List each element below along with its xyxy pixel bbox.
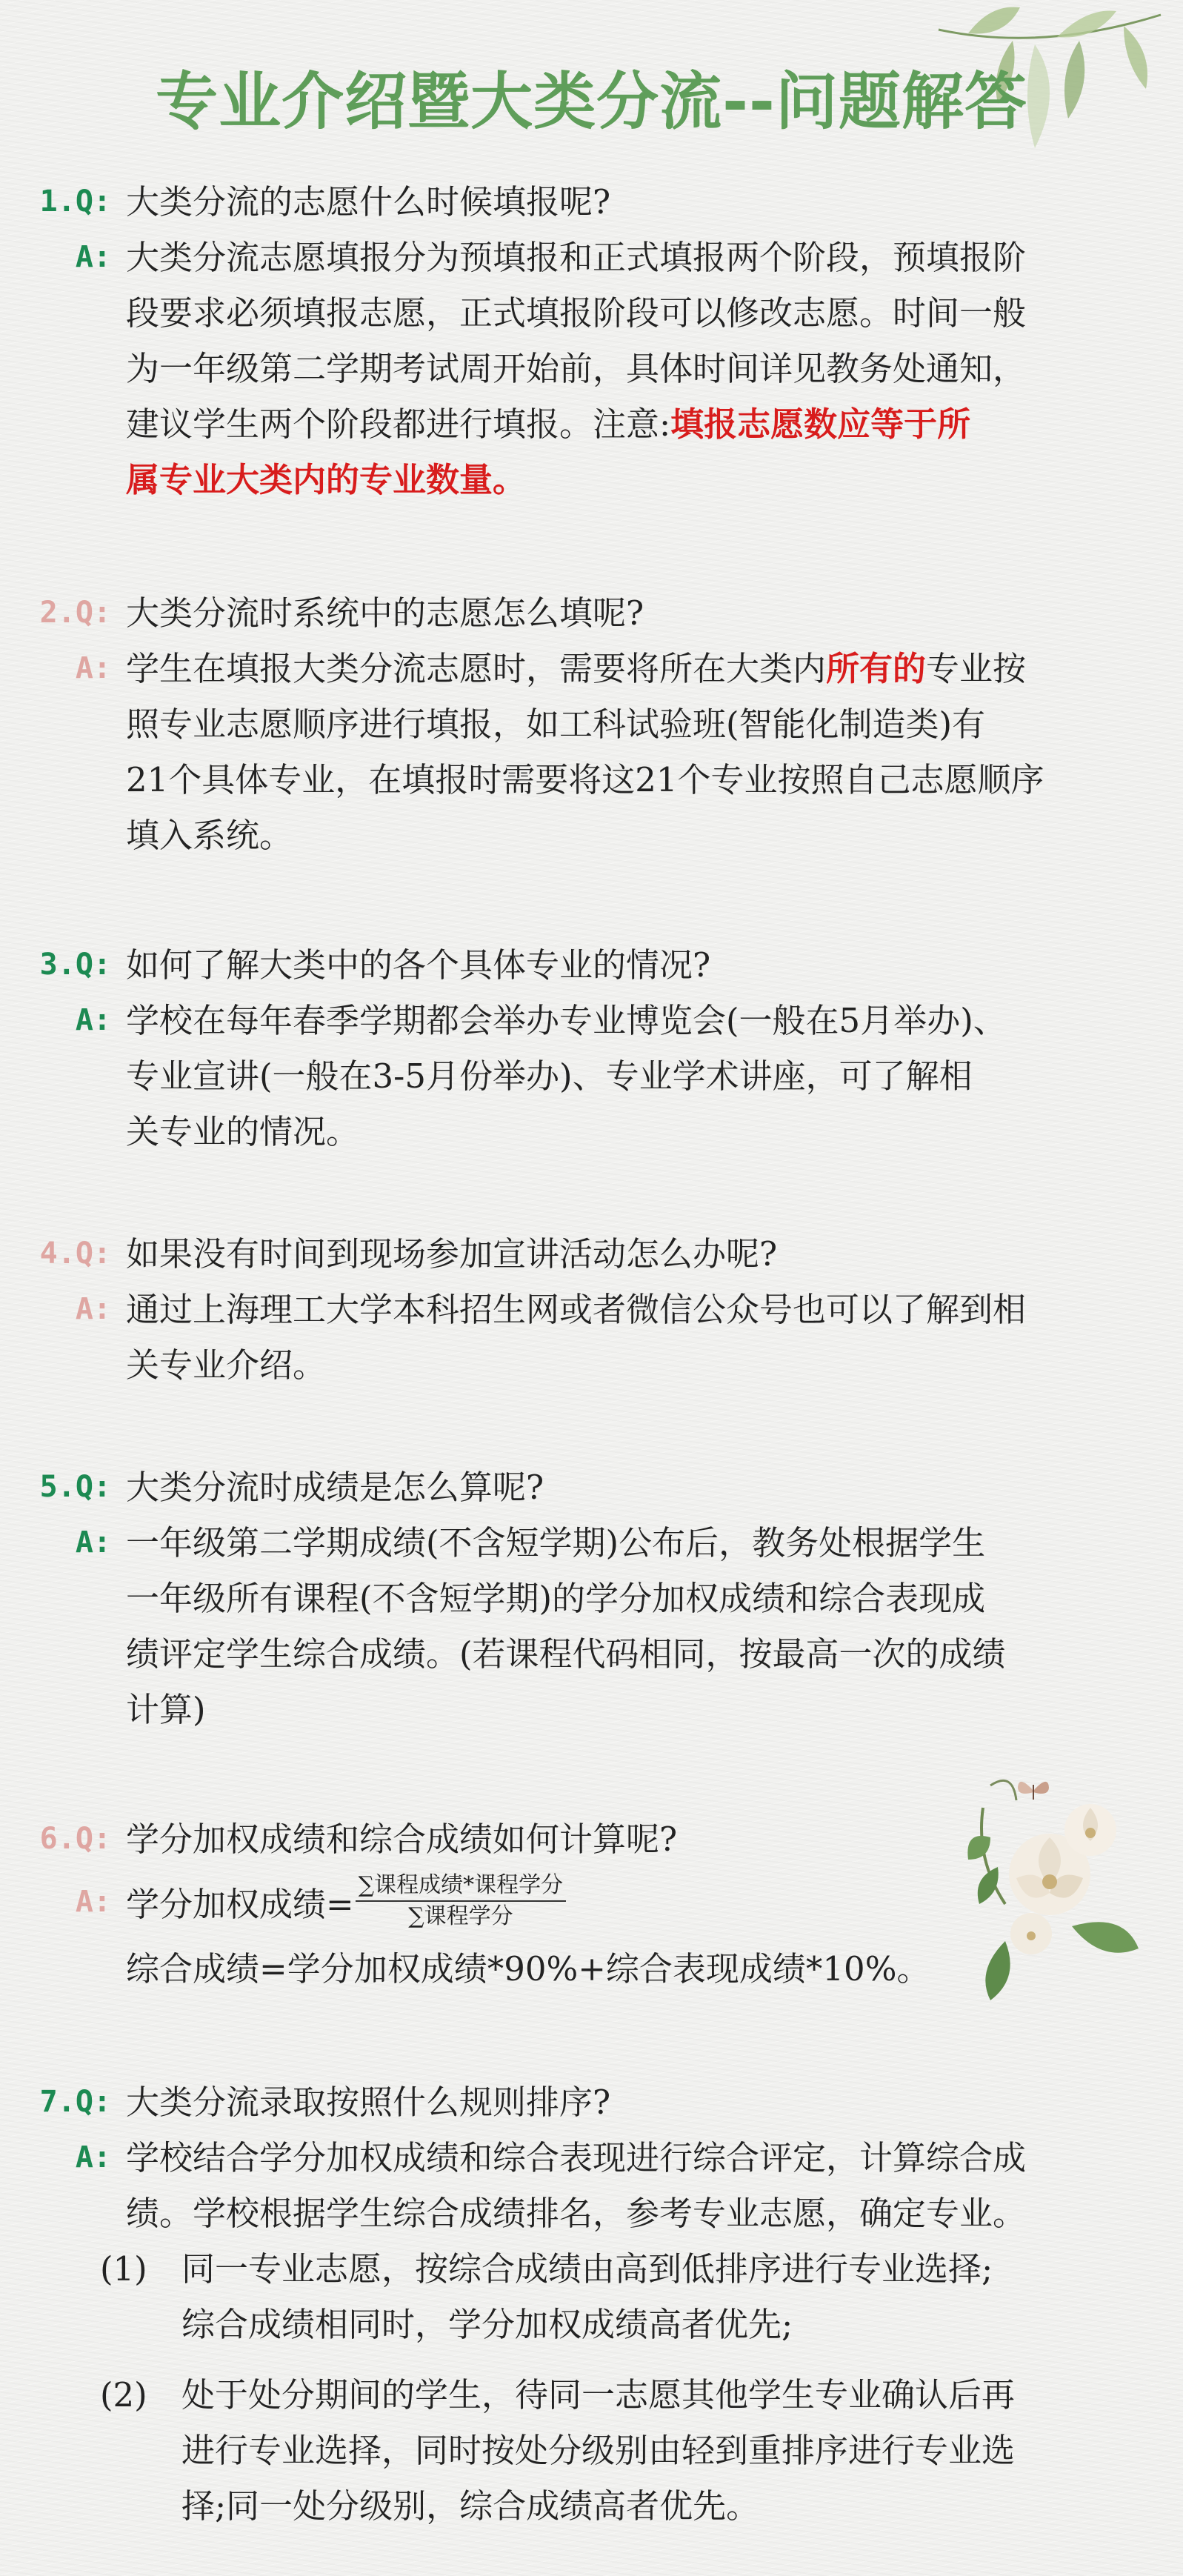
question-text: 如何了解大类中的各个具体专业的情况? <box>126 945 711 985</box>
answer-highlight: 属专业大类内的专业数量。 <box>126 460 527 499</box>
answer-line: 专业宣讲(一般在3-5月份举办)、专业学术讲座，可了解相 <box>126 1056 973 1096</box>
question-label: 1.Q: <box>39 184 111 219</box>
answer-line: 计算) <box>126 1690 206 1729</box>
answer-line: 填入系统。 <box>126 816 293 855</box>
butterfly-icon <box>1015 1774 1052 1808</box>
answer-highlight: 所有的 <box>826 649 927 688</box>
formula-numerator: ∑课程成绩*课程学分 <box>356 1871 566 1902</box>
answer-text <box>126 230 1148 507</box>
composite-score-formula: 综合成绩=学分加权成绩*90%+综合表现成绩*10%。 <box>126 1949 930 1988</box>
answer-line: 为一年级第二学期考试周开始前，具体时间详见教务处通知， <box>126 349 1027 388</box>
answer-line: 绩评定学生综合成绩。(若课程代码相同，按最高一次的成绩 <box>126 1634 1006 1674</box>
answer-label: A: <box>75 1885 111 1919</box>
question-label: 7.Q: <box>39 2085 111 2119</box>
question-text: 大类分流时成绩是怎么算呢? <box>126 1468 544 1507</box>
answer-line: 21个具体专业，在填报时需要将这21个专业按照自己志愿顺序 <box>126 760 1044 799</box>
answer-label: A: <box>75 1525 111 1560</box>
answer-label: A: <box>75 1003 111 1037</box>
answer-line: 通过上海理工大学本科招生网或者微信公众号也可以了解到相 <box>126 1290 1027 1329</box>
answer-line-plain: 建议学生两个阶段都进行填报。注意: <box>126 405 671 444</box>
rule-label: (1) <box>100 2249 147 2289</box>
question-label: 5.Q: <box>39 1470 111 1504</box>
answer-line <box>126 396 1148 452</box>
answer-text <box>126 993 1148 1159</box>
question-label: 6.Q: <box>39 1822 111 1856</box>
answer-line: 关专业的情况。 <box>126 1112 360 1151</box>
answer-label: A: <box>75 2140 111 2174</box>
formula-denominator: ∑课程学分 <box>408 1903 513 1929</box>
page-title: 专业介绍暨大类分流--问题解答 <box>156 65 1027 138</box>
answer-label: A: <box>75 240 111 274</box>
question-text: 大类分流录取按照什么规则排序? <box>126 2083 611 2122</box>
answer-line: 大类分流志愿填报分为预填报和正式填报两个阶段，预填报阶 <box>126 238 1027 277</box>
answer-line <box>126 641 1148 696</box>
answer-line: 绩。学校根据学生综合成绩排名，参考专业志愿，确定专业。 <box>126 2194 1027 2233</box>
answer-line: 一年级所有课程(不含短学期)的学分加权成绩和综合表现成 <box>126 1579 986 1618</box>
question-text: 如果没有时间到现场参加宣讲活动怎么办呢? <box>126 1234 778 1274</box>
answer-line-plain: 学生在填报大类分流志愿时，需要将所在大类内 <box>126 649 827 688</box>
question-text: 大类分流的志愿什么时候填报呢? <box>126 182 611 222</box>
question-text: 学分加权成绩和综合成绩如何计算呢? <box>126 1820 678 1859</box>
answer-text <box>126 1282 1148 1393</box>
question-label: 4.Q: <box>39 1237 111 1271</box>
answer-line: 关专业介绍。 <box>126 1345 327 1385</box>
formula-lhs: 学分加权成绩= <box>126 1884 354 1924</box>
formula-fraction <box>356 1871 566 1931</box>
answer-line: 学校结合学分加权成绩和综合表现进行综合评定，计算综合成 <box>126 2138 1027 2177</box>
rule-line: 综合成绩相同时，学分加权成绩高者优先; <box>181 2305 793 2344</box>
rule-line: 进行专业选择，同时按处分级别由轻到重排序进行专业选 <box>181 2431 1016 2470</box>
rule-line: 处于处分期间的学生，待同一志愿其他学生专业确认后再 <box>181 2375 1016 2414</box>
answer-line: 一年级第二学期成绩(不含短学期)公布后，教务处根据学生 <box>126 1523 986 1562</box>
weighted-score-formula <box>126 1871 566 1931</box>
answer-label: A: <box>75 651 111 685</box>
answer-line: 学校在每年春季学期都会举办专业博览会(一般在5月举办)、 <box>126 1001 1007 1040</box>
answer-line: 照专业志愿顺序进行填报，如工科试验班(智能化制造类)有 <box>126 705 986 744</box>
answer-highlight: 填报志愿数应等于所 <box>670 405 971 444</box>
answer-line-plain: 专业按 <box>926 649 1027 688</box>
question-label: 2.Q: <box>39 596 111 630</box>
question-text: 大类分流时系统中的志愿怎么填呢? <box>126 593 644 633</box>
rule-label: (2) <box>100 2375 147 2414</box>
question-label: 3.Q: <box>39 948 111 982</box>
answer-text <box>126 2130 1148 2241</box>
magnolia-flower-icon <box>961 1756 1153 2008</box>
answer-label: A: <box>75 1292 111 1326</box>
answer-text <box>126 1515 1148 1737</box>
rule-line: 择;同一处分级别，综合成绩高者优先。 <box>181 2486 760 2526</box>
answer-text <box>126 641 1148 863</box>
rule-line: 同一专业志愿，按综合成绩由高到低排序进行专业选择; <box>181 2249 993 2289</box>
answer-line: 段要求必须填报志愿，正式填报阶段可以修改志愿。时间一般 <box>126 293 1027 333</box>
